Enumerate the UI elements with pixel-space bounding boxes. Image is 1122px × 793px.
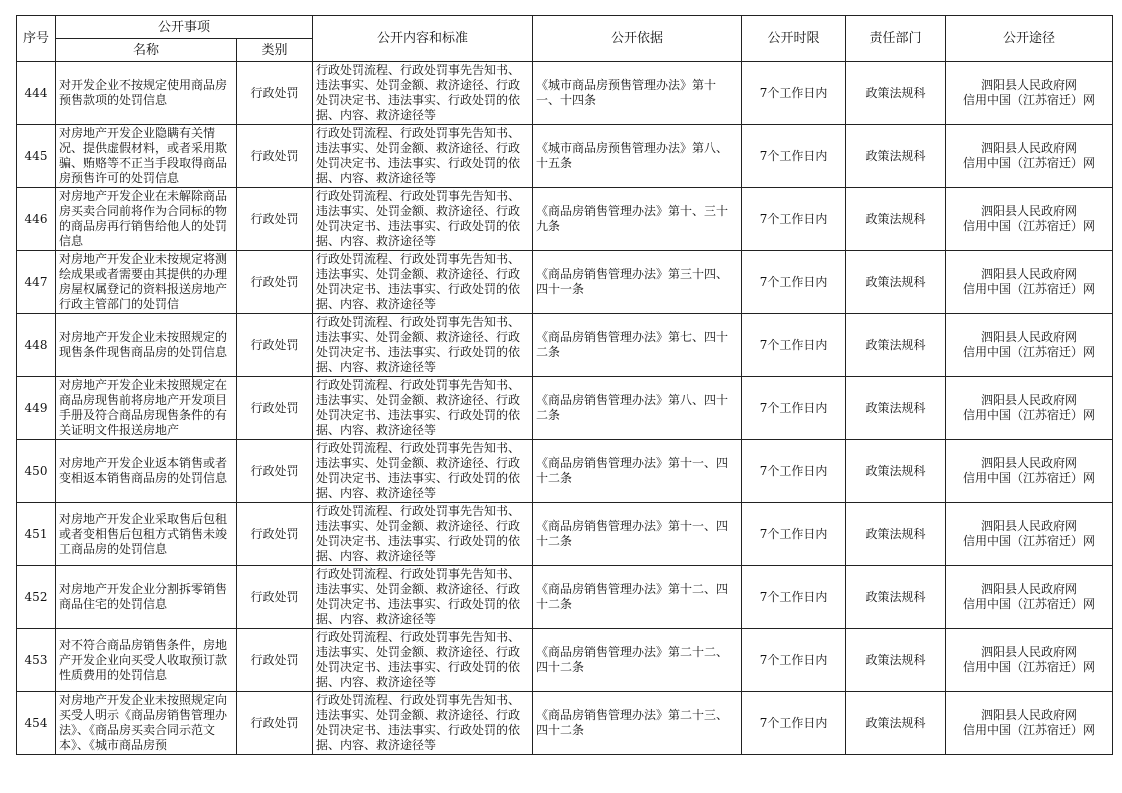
disclosure-basis: [533, 440, 742, 503]
cell-ch1: 泗阳县人民政府网: [981, 582, 1078, 596]
cell-no: 451: [24, 526, 48, 541]
header-channel: 公开途径: [946, 16, 1113, 62]
item-name: [56, 692, 237, 755]
disclosure-content: [313, 503, 533, 566]
item-category: [237, 629, 313, 692]
time-limit: [742, 629, 846, 692]
disclosure-basis: [533, 188, 742, 251]
responsible-department: [846, 503, 946, 566]
header-name: 名称: [56, 39, 237, 62]
header-time-limit: 公开时限: [742, 16, 846, 62]
cell-basis: 《商品房销售管理办法》第十一、四十二条: [536, 519, 729, 548]
disclosure-basis: [533, 692, 742, 755]
cell-cat: 行政处罚: [250, 526, 299, 541]
header-category: 类别: [237, 39, 313, 62]
disclosure-channel: [946, 692, 1113, 755]
cell-name: 对房地产开发企业采取售后包租或者变相售后包租方式销售未竣工商品房的处罚信息: [59, 511, 228, 556]
cell-limit: 7个工作日内: [759, 85, 828, 100]
item-category: [237, 440, 313, 503]
time-limit: [742, 314, 846, 377]
disclosure-basis: [533, 251, 742, 314]
item-category: [237, 566, 313, 629]
cell-cat: 行政处罚: [250, 274, 299, 289]
disclosure-channel: [946, 629, 1113, 692]
row-number: [17, 692, 56, 755]
cell-content: 行政处罚流程、行政处罚事先告知书、违法事实、处罚金额、救济途径、行政处罚决定书、违法事实、行政处罚的依据、内容、救济途径等: [316, 441, 521, 500]
cell-content: 行政处罚流程、行政处罚事先告知书、违法事实、处罚金额、救济途径、行政处罚决定书、违法事实、行政处罚的依据、内容、救济途径等: [316, 630, 521, 689]
responsible-department: [846, 62, 946, 125]
time-limit: [742, 377, 846, 440]
cell-no: 450: [24, 463, 48, 478]
disclosure-table: [16, 15, 1113, 755]
item-category: [237, 251, 313, 314]
cell-content: 行政处罚流程、行政处罚事先告知书、违法事实、处罚金额、救济途径、行政处罚决定书、违法事实、行政处罚的依据、内容、救济途径等: [316, 693, 521, 752]
cell-dept: 政策法规科: [865, 589, 926, 604]
cell-no: 448: [24, 337, 48, 352]
header-basis: 公开依据: [533, 16, 742, 62]
table-row: [17, 440, 1113, 503]
disclosure-content: [313, 377, 533, 440]
item-name: [56, 125, 237, 188]
row-number: [17, 503, 56, 566]
disclosure-channel: [946, 125, 1113, 188]
disclosure-channel: [946, 314, 1113, 377]
cell-ch1: 泗阳县人民政府网: [981, 519, 1078, 533]
item-name: [56, 314, 237, 377]
item-category: [237, 62, 313, 125]
cell-dept: 政策法规科: [865, 274, 926, 289]
cell-limit: 7个工作日内: [759, 652, 828, 667]
cell-cat: 行政处罚: [250, 337, 299, 352]
time-limit: [742, 62, 846, 125]
item-name: [56, 251, 237, 314]
cell-ch2: 信用中国（江苏宿迁）网: [963, 219, 1096, 233]
cell-limit: 7个工作日内: [759, 400, 828, 415]
responsible-department: [846, 692, 946, 755]
cell-no: 447: [24, 274, 48, 289]
cell-no: 445: [24, 148, 48, 163]
cell-ch1: 泗阳县人民政府网: [981, 645, 1078, 659]
cell-basis: 《城市商品房预售管理办法》第八、十五条: [536, 141, 729, 170]
cell-ch2: 信用中国（江苏宿迁）网: [963, 345, 1096, 359]
cell-ch2: 信用中国（江苏宿迁）网: [963, 597, 1096, 611]
cell-no: 449: [24, 400, 48, 415]
cell-limit: 7个工作日内: [759, 148, 828, 163]
cell-ch1: 泗阳县人民政府网: [981, 141, 1078, 155]
cell-ch1: 泗阳县人民政府网: [981, 330, 1078, 344]
time-limit: [742, 251, 846, 314]
responsible-department: [846, 251, 946, 314]
time-limit: [742, 503, 846, 566]
cell-cat: 行政处罚: [250, 400, 299, 415]
cell-name: 对房地产开发企业分割拆零销售商品住宅的处罚信息: [59, 582, 228, 611]
disclosure-channel: [946, 566, 1113, 629]
row-number: [17, 629, 56, 692]
cell-basis: 《商品房销售管理办法》第十一、四十二条: [536, 456, 729, 485]
disclosure-basis: [533, 125, 742, 188]
responsible-department: [846, 125, 946, 188]
disclosure-basis: [533, 503, 742, 566]
item-name: [56, 566, 237, 629]
item-name: [56, 629, 237, 692]
cell-no: 446: [24, 211, 48, 226]
row-number: [17, 62, 56, 125]
disclosure-content: [313, 566, 533, 629]
item-category: [237, 503, 313, 566]
time-limit: [742, 125, 846, 188]
cell-dept: 政策法规科: [865, 85, 926, 100]
cell-content: 行政处罚流程、行政处罚事先告知书、违法事实、处罚金额、救济途径、行政处罚决定书、违法事实、行政处罚的依据、内容、救济途径等: [316, 567, 521, 626]
cell-limit: 7个工作日内: [759, 715, 828, 730]
disclosure-content: [313, 251, 533, 314]
disclosure-content: [313, 188, 533, 251]
disclosure-channel: [946, 440, 1113, 503]
disclosure-content: [313, 440, 533, 503]
disclosure-basis: [533, 314, 742, 377]
cell-dept: 政策法规科: [865, 211, 926, 226]
cell-ch2: 信用中国（江苏宿迁）网: [963, 723, 1096, 737]
table-row: [17, 62, 1113, 125]
cell-basis: 《商品房销售管理办法》第十、三十九条: [536, 204, 729, 233]
cell-ch2: 信用中国（江苏宿迁）网: [963, 660, 1096, 674]
table-row: [17, 377, 1113, 440]
cell-no: 453: [24, 652, 48, 667]
cell-ch2: 信用中国（江苏宿迁）网: [963, 93, 1096, 107]
time-limit: [742, 440, 846, 503]
disclosure-content: [313, 125, 533, 188]
cell-ch2: 信用中国（江苏宿迁）网: [963, 408, 1096, 422]
cell-ch1: 泗阳县人民政府网: [981, 267, 1078, 281]
cell-content: 行政处罚流程、行政处罚事先告知书、违法事实、处罚金额、救济途径、行政处罚决定书、违法事实、行政处罚的依据、内容、救济途径等: [316, 189, 521, 248]
disclosure-basis: [533, 377, 742, 440]
cell-limit: 7个工作日内: [759, 274, 828, 289]
cell-limit: 7个工作日内: [759, 589, 828, 604]
item-category: [237, 692, 313, 755]
cell-limit: 7个工作日内: [759, 526, 828, 541]
disclosure-basis: [533, 62, 742, 125]
cell-cat: 行政处罚: [250, 85, 299, 100]
item-category: [237, 314, 313, 377]
cell-ch2: 信用中国（江苏宿迁）网: [963, 471, 1096, 485]
row-number: [17, 377, 56, 440]
item-name: [56, 188, 237, 251]
disclosure-channel: [946, 188, 1113, 251]
cell-no: 454: [24, 715, 48, 730]
cell-dept: 政策法规科: [865, 337, 926, 352]
disclosure-content: [313, 629, 533, 692]
table-row: [17, 503, 1113, 566]
disclosure-basis: [533, 629, 742, 692]
cell-basis: 《商品房销售管理办法》第二十三、四十二条: [536, 708, 729, 737]
cell-cat: 行政处罚: [250, 652, 299, 667]
disclosure-channel: [946, 251, 1113, 314]
cell-name: 对房地产开发企业未按规定将测绘成果或者需要由其提供的办理房屋权属登记的资料报送房地产行政主管部门的处罚信: [59, 252, 228, 311]
cell-name: 对开发企业不按规定使用商品房预售款项的处罚信息: [59, 78, 228, 107]
cell-basis: 《商品房销售管理办法》第二十二、四十二条: [536, 645, 729, 674]
responsible-department: [846, 440, 946, 503]
header-content: 公开内容和标准: [313, 16, 533, 62]
table-row: [17, 314, 1113, 377]
cell-name: 对房地产开发企业在未解除商品房买卖合同前将作为合同标的物的商品房再行销售给他人的处罚信息: [59, 189, 228, 248]
row-number: [17, 188, 56, 251]
cell-limit: 7个工作日内: [759, 337, 828, 352]
cell-content: 行政处罚流程、行政处罚事先告知书、违法事实、处罚金额、救济途径、行政处罚决定书、违法事实、行政处罚的依据、内容、救济途径等: [316, 126, 521, 185]
table-row: [17, 251, 1113, 314]
item-name: [56, 503, 237, 566]
cell-name: 对不符合商品房销售条件，房地产开发企业向买受人收取预订款性质费用的处罚信息: [59, 637, 228, 682]
table-row: [17, 629, 1113, 692]
header-department: 责任部门: [846, 16, 946, 62]
row-number: [17, 566, 56, 629]
disclosure-channel: [946, 503, 1113, 566]
cell-dept: 政策法规科: [865, 400, 926, 415]
row-number: [17, 251, 56, 314]
cell-content: 行政处罚流程、行政处罚事先告知书、违法事实、处罚金额、救济途径、行政处罚决定书、违法事实、行政处罚的依据、内容、救济途径等: [316, 315, 521, 374]
cell-basis: 《城市商品房预售管理办法》第十一、十四条: [536, 78, 717, 107]
item-category: [237, 125, 313, 188]
cell-name: 对房地产开发企业返本销售或者变相返本销售商品房的处罚信息: [59, 456, 228, 485]
cell-no: 444: [24, 85, 48, 100]
row-number: [17, 314, 56, 377]
time-limit: [742, 692, 846, 755]
cell-basis: 《商品房销售管理办法》第三十四、四十一条: [536, 267, 729, 296]
responsible-department: [846, 314, 946, 377]
disclosure-channel: [946, 62, 1113, 125]
header-seq: 序号: [17, 16, 56, 62]
item-category: [237, 188, 313, 251]
cell-basis: 《商品房销售管理办法》第七、四十二条: [536, 330, 729, 359]
cell-basis: 《商品房销售管理办法》第十二、四十二条: [536, 582, 729, 611]
cell-ch1: 泗阳县人民政府网: [981, 204, 1078, 218]
cell-limit: 7个工作日内: [759, 211, 828, 226]
cell-basis: 《商品房销售管理办法》第八、四十二条: [536, 393, 729, 422]
cell-cat: 行政处罚: [250, 148, 299, 163]
cell-dept: 政策法规科: [865, 652, 926, 667]
cell-content: 行政处罚流程、行政处罚事先告知书、违法事实、处罚金额、救济途径、行政处罚决定书、违法事实、行政处罚的依据、内容、救济途径等: [316, 504, 521, 563]
cell-ch2: 信用中国（江苏宿迁）网: [963, 282, 1096, 296]
cell-cat: 行政处罚: [250, 463, 299, 478]
time-limit: [742, 188, 846, 251]
row-number: [17, 440, 56, 503]
cell-name: 对房地产开发企业隐瞒有关情况、提供虚假材料，或者采用欺骗、贿赂等不正当手段取得商品房预售许可的处罚信息: [59, 126, 228, 185]
cell-ch2: 信用中国（江苏宿迁）网: [963, 156, 1096, 170]
responsible-department: [846, 188, 946, 251]
table-row: [17, 188, 1113, 251]
cell-ch2: 信用中国（江苏宿迁）网: [963, 534, 1096, 548]
cell-ch1: 泗阳县人民政府网: [981, 708, 1078, 722]
cell-name: 对房地产开发企业未按照规定在商品房现售前将房地产开发项目手册及符合商品房现售条件的有关证明文件报送房地产: [59, 378, 228, 437]
cell-content: 行政处罚流程、行政处罚事先告知书、违法事实、处罚金额、救济途径、行政处罚决定书、违法事实、行政处罚的依据、内容、救济途径等: [316, 378, 521, 437]
table-row: [17, 125, 1113, 188]
item-name: [56, 440, 237, 503]
cell-ch1: 泗阳县人民政府网: [981, 393, 1078, 407]
time-limit: [742, 566, 846, 629]
table-row: [17, 566, 1113, 629]
cell-content: 行政处罚流程、行政处罚事先告知书、违法事实、处罚金额、救济途径、行政处罚决定书、违法事实、行政处罚的依据、内容、救济途径等: [316, 63, 521, 122]
item-category: [237, 377, 313, 440]
cell-dept: 政策法规科: [865, 715, 926, 730]
row-number: [17, 125, 56, 188]
table-row: [17, 692, 1113, 755]
cell-content: 行政处罚流程、行政处罚事先告知书、违法事实、处罚金额、救济途径、行政处罚决定书、违法事实、行政处罚的依据、内容、救济途径等: [316, 252, 521, 311]
disclosure-channel: [946, 377, 1113, 440]
cell-cat: 行政处罚: [250, 211, 299, 226]
disclosure-content: [313, 314, 533, 377]
header-group: 公开事项: [56, 16, 313, 39]
disclosure-content: [313, 62, 533, 125]
cell-cat: 行政处罚: [250, 715, 299, 730]
cell-name: 对房地产开发企业未按照规定向买受人明示《商品房销售管理办法》、《商品房买卖合同示范文本》、《城市商品房预: [59, 693, 228, 752]
responsible-department: [846, 629, 946, 692]
item-name: [56, 62, 237, 125]
responsible-department: [846, 377, 946, 440]
cell-cat: 行政处罚: [250, 589, 299, 604]
item-name: [56, 377, 237, 440]
disclosure-content: [313, 692, 533, 755]
cell-name: 对房地产开发企业未按照规定的现售条件现售商品房的处罚信息: [59, 330, 228, 359]
disclosure-basis: [533, 566, 742, 629]
cell-ch1: 泗阳县人民政府网: [981, 456, 1078, 470]
cell-limit: 7个工作日内: [759, 463, 828, 478]
responsible-department: [846, 566, 946, 629]
cell-dept: 政策法规科: [865, 526, 926, 541]
cell-no: 452: [24, 589, 48, 604]
cell-dept: 政策法规科: [865, 148, 926, 163]
cell-ch1: 泗阳县人民政府网: [981, 78, 1078, 92]
cell-dept: 政策法规科: [865, 463, 926, 478]
table-body: [17, 62, 1113, 755]
